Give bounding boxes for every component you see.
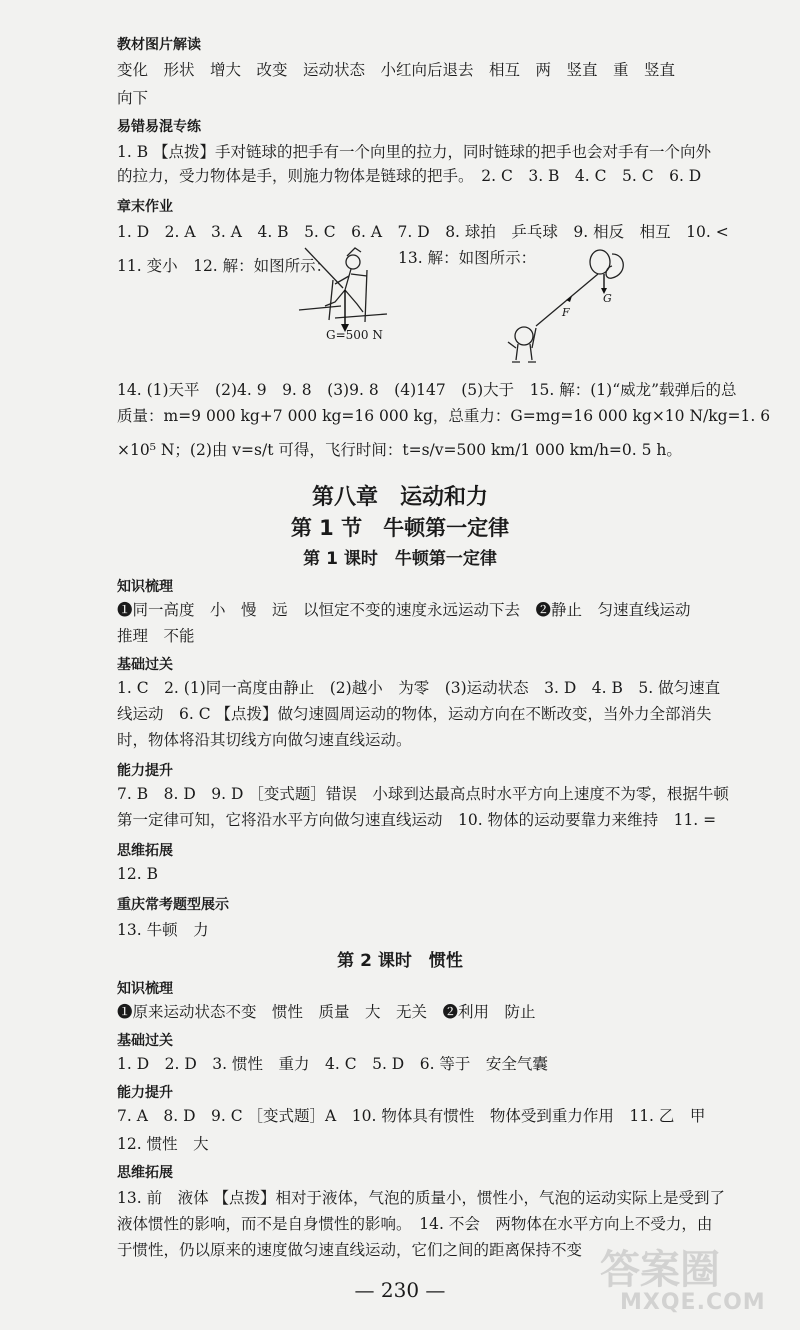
text-line: 7. B 8. D 9. D ［变式题］错误 小球到达最高点时水平方向上速度不为零，根据牛顿: [117, 785, 729, 803]
text-line: 12. 惯性 大: [117, 1135, 209, 1153]
text-line: 1. B 【点拨】手对链球的把手有一个向里的拉力，同时链球的把手也会对手有一个向外: [117, 143, 712, 161]
page-number: — 230 —: [354, 1278, 446, 1302]
text-line: ×10⁵ N；(2)由 v=s/t 可得，飞行时间：t=s/v=500 km/1 000 km/h=0. 5 h。: [117, 441, 682, 459]
text-line: 时，物体将沿其切线方向做匀速直线运动。: [117, 731, 412, 749]
heading-basic: 基础过关: [117, 1033, 173, 1049]
heading-chongqing: 重庆常考题型展示: [117, 897, 229, 913]
heading-knowledge: 知识梳理: [117, 579, 173, 595]
text-line: 1. C 2. (1)同一高度由静止 (2)越小 为零 (3)运动状态 3. D 4. B 5. 做匀速直: [117, 679, 721, 697]
text-line: 7. A 8. D 9. C ［变式题］A 10. 物体具有惯性 物体受到重力作用 11. 乙 甲: [117, 1107, 706, 1125]
text-line: 于惯性，仍以原来的速度做匀速直线运动，它们之间的距离保持不变: [117, 1241, 583, 1259]
text-line: 11. 变小 12. 解：如图所示：: [117, 257, 332, 275]
text-line: 14. (1)天平 (2)4. 9 9. 8 (3)9. 8 (4)147 (5)大于 15. 解：(1)“威龙”载弹后的总: [117, 381, 737, 399]
text-line: 13. 前 液体 【点拨】相对于液体，气泡的质量小，惯性小，气泡的运动实际上是受到了: [117, 1189, 726, 1207]
force-label-f: F: [562, 306, 570, 319]
text-line: 12. B: [117, 865, 158, 883]
heading-chapter-homework: 章末作业: [117, 199, 173, 215]
gravity-label-g: G: [603, 292, 612, 305]
heading-error-practice: 易错易混专练: [117, 119, 201, 135]
text-line: 1. D 2. D 3. 惯性 重力 4. C 5. D 6. 等于 安全气囊: [117, 1055, 548, 1073]
text-line: 质量：m=9 000 kg+7 000 kg=16 000 kg，总重力：G=mg=16 000 kg×10 N/kg=1. 6: [117, 407, 771, 425]
heading-textbook-pictures: 教材图片解读: [117, 37, 201, 53]
heading-basic: 基础过关: [117, 657, 173, 673]
text-line: 变化 形状 增大 改变 运动状态 小红向后退去 相互 两 竖直 重 竖直: [117, 61, 676, 79]
section-title: 第 1 节 牛顿第一定律: [290, 516, 510, 540]
text-line: 液体惯性的影响，而不是自身惯性的影响。 14. 不会 两物体在水平方向上不受力，由: [117, 1215, 713, 1233]
text-line: 推理 不能: [117, 627, 195, 645]
text-line: 13. 牛顿 力: [117, 921, 209, 939]
watermark-url: MXQE.COM: [620, 1290, 766, 1315]
chapter-title: 第八章 运动和力: [311, 485, 488, 510]
text-line: 向下: [117, 89, 149, 107]
text-line: ❶原来运动状态不变 惯性 质量 大 无关 ❷利用 防止: [117, 1003, 536, 1021]
text-line: ❶同一高度 小 慢 远 以恒定不变的速度永远运动下去 ❷静止 匀速直线运动: [117, 601, 691, 619]
watermark-text: 答案圈: [600, 1247, 720, 1293]
gravity-label: G=500 N: [326, 328, 383, 342]
text-line: 13. 解：如图所示：: [398, 249, 537, 267]
text-line: 第一定律可知，它将沿水平方向做匀速直线运动 10. 物体的运动要靠力来维持 11. =: [117, 811, 717, 829]
heading-ability: 能力提升: [117, 1085, 173, 1101]
lesson-title: 第 1 课时 牛顿第一定律: [303, 549, 497, 569]
watermark-logo: [600, 1238, 790, 1318]
text-line: 的拉力，受力物体是手，则施力物体是链球的把手。 2. C 3. B 4. C 5. C 6. D: [117, 167, 702, 185]
text-line: 线运动 6. C 【点拨】做匀速圆周运动的物体，运动方向在不断改变，当外力全部消失: [117, 705, 712, 723]
heading-ability: 能力提升: [117, 763, 173, 779]
heading-thinking: 思维拓展: [117, 1165, 173, 1181]
skier-diagram: [295, 240, 395, 340]
heading-thinking: 思维拓展: [117, 843, 173, 859]
heading-knowledge: 知识梳理: [117, 981, 173, 997]
text-line: 1. D 2. A 3. A 4. B 5. C 6. A 7. D 8. 球拍 乒乓球 9. 相反 相互 10. <: [117, 223, 729, 241]
lesson-title: 第 2 课时 惯性: [337, 951, 463, 971]
